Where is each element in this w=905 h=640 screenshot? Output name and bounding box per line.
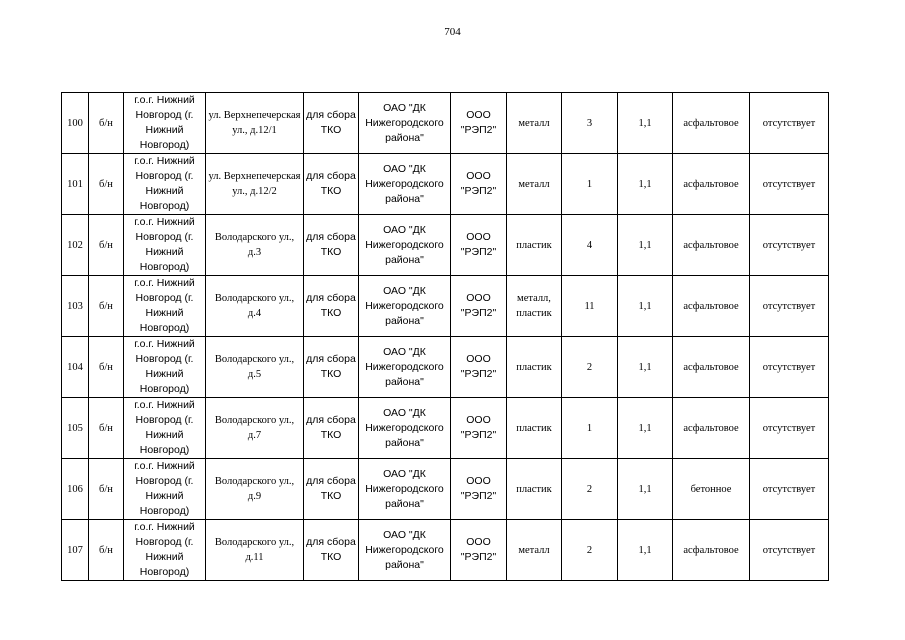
table-row (62, 337, 829, 398)
cell-container-count: 2 (562, 520, 618, 581)
cell-container-volume: 1,1 (618, 93, 673, 154)
cell-operator: ООО "РЭП2" (451, 154, 507, 215)
cell-container-volume: 1,1 (618, 459, 673, 520)
cell-operator: ООО "РЭП2" (451, 337, 507, 398)
cell-address: Володарского ул., д.7 (206, 398, 304, 459)
cell-owner: ОАО "ДК Нижегородского района" (359, 398, 451, 459)
cell-registry-id: б/н (89, 93, 124, 154)
table-row (62, 520, 829, 581)
cell-fence: отсутствует (750, 459, 829, 520)
cell-owner: ОАО "ДК Нижегородского района" (359, 215, 451, 276)
cell-container-material: пластик (507, 459, 562, 520)
cell-registry-id: б/н (89, 520, 124, 581)
cell-container-material: металл (507, 520, 562, 581)
cell-address: Володарского ул., д.4 (206, 276, 304, 337)
cell-registry-id: б/н (89, 337, 124, 398)
cell-purpose: для сбора ТКО (304, 398, 359, 459)
cell-row-number: 105 (62, 398, 89, 459)
cell-row-number: 104 (62, 337, 89, 398)
cell-locality: г.о.г. Нижний Новгород (г. Нижний Новгород) (124, 459, 206, 520)
cell-operator: ООО "РЭП2" (451, 276, 507, 337)
cell-surface-type: асфальтовое (673, 215, 750, 276)
cell-owner: ОАО "ДК Нижегородского района" (359, 93, 451, 154)
page-number: 704 (444, 26, 461, 38)
cell-container-material: пластик (507, 398, 562, 459)
cell-container-count: 4 (562, 215, 618, 276)
cell-surface-type: асфальтовое (673, 520, 750, 581)
cell-purpose: для сбора ТКО (304, 459, 359, 520)
cell-address: ул. Верхнепечерская ул., д.12/1 (206, 93, 304, 154)
cell-address: ул. Верхнепечерская ул., д.12/2 (206, 154, 304, 215)
table-row (62, 398, 829, 459)
cell-fence: отсутствует (750, 154, 829, 215)
cell-address: Володарского ул., д.3 (206, 215, 304, 276)
cell-row-number: 102 (62, 215, 89, 276)
cell-container-volume: 1,1 (618, 398, 673, 459)
cell-container-count: 2 (562, 459, 618, 520)
cell-operator: ООО "РЭП2" (451, 93, 507, 154)
cell-owner: ОАО "ДК Нижегородского района" (359, 154, 451, 215)
cell-operator: ООО "РЭП2" (451, 520, 507, 581)
cell-purpose: для сбора ТКО (304, 93, 359, 154)
cell-locality: г.о.г. Нижний Новгород (г. Нижний Новгород) (124, 93, 206, 154)
cell-locality: г.о.г. Нижний Новгород (г. Нижний Новгород) (124, 276, 206, 337)
cell-container-material: металл (507, 93, 562, 154)
cell-purpose: для сбора ТКО (304, 154, 359, 215)
cell-container-count: 1 (562, 398, 618, 459)
cell-container-volume: 1,1 (618, 276, 673, 337)
cell-locality: г.о.г. Нижний Новгород (г. Нижний Новгород) (124, 337, 206, 398)
cell-row-number: 101 (62, 154, 89, 215)
cell-address: Володарского ул., д.11 (206, 520, 304, 581)
cell-row-number: 103 (62, 276, 89, 337)
cell-locality: г.о.г. Нижний Новгород (г. Нижний Новгород) (124, 520, 206, 581)
cell-registry-id: б/н (89, 459, 124, 520)
cell-fence: отсутствует (750, 93, 829, 154)
cell-owner: ОАО "ДК Нижегородского района" (359, 459, 451, 520)
cell-owner: ОАО "ДК Нижегородского района" (359, 276, 451, 337)
cell-container-material: пластик (507, 215, 562, 276)
cell-fence: отсутствует (750, 520, 829, 581)
cell-container-count: 1 (562, 154, 618, 215)
cell-surface-type: бетонное (673, 459, 750, 520)
cell-operator: ООО "РЭП2" (451, 215, 507, 276)
cell-purpose: для сбора ТКО (304, 276, 359, 337)
table-row (62, 93, 829, 154)
cell-container-count: 3 (562, 93, 618, 154)
table-row (62, 154, 829, 215)
cell-purpose: для сбора ТКО (304, 215, 359, 276)
cell-address: Володарского ул., д.5 (206, 337, 304, 398)
cell-container-volume: 1,1 (618, 337, 673, 398)
cell-purpose: для сбора ТКО (304, 520, 359, 581)
cell-registry-id: б/н (89, 215, 124, 276)
cell-registry-id: б/н (89, 276, 124, 337)
registry-table (61, 92, 829, 581)
cell-container-material: металл (507, 154, 562, 215)
cell-operator: ООО "РЭП2" (451, 459, 507, 520)
cell-owner: ОАО "ДК Нижегородского района" (359, 520, 451, 581)
cell-locality: г.о.г. Нижний Новгород (г. Нижний Новгород) (124, 398, 206, 459)
cell-fence: отсутствует (750, 215, 829, 276)
cell-surface-type: асфальтовое (673, 276, 750, 337)
cell-address: Володарского ул., д.9 (206, 459, 304, 520)
cell-surface-type: асфальтовое (673, 93, 750, 154)
cell-row-number: 106 (62, 459, 89, 520)
cell-registry-id: б/н (89, 154, 124, 215)
cell-fence: отсутствует (750, 276, 829, 337)
cell-container-volume: 1,1 (618, 215, 673, 276)
cell-owner: ОАО "ДК Нижегородского района" (359, 337, 451, 398)
cell-container-count: 11 (562, 276, 618, 337)
cell-container-material: пластик (507, 337, 562, 398)
table-row (62, 215, 829, 276)
cell-container-volume: 1,1 (618, 154, 673, 215)
cell-row-number: 100 (62, 93, 89, 154)
cell-container-material: металл, пластик (507, 276, 562, 337)
cell-locality: г.о.г. Нижний Новгород (г. Нижний Новгород) (124, 215, 206, 276)
table-row (62, 459, 829, 520)
cell-container-count: 2 (562, 337, 618, 398)
cell-surface-type: асфальтовое (673, 337, 750, 398)
cell-container-volume: 1,1 (618, 520, 673, 581)
table-row (62, 276, 829, 337)
cell-row-number: 107 (62, 520, 89, 581)
cell-operator: ООО "РЭП2" (451, 398, 507, 459)
cell-surface-type: асфальтовое (673, 154, 750, 215)
cell-locality: г.о.г. Нижний Новгород (г. Нижний Новгород) (124, 154, 206, 215)
cell-fence: отсутствует (750, 337, 829, 398)
cell-fence: отсутствует (750, 398, 829, 459)
cell-surface-type: асфальтовое (673, 398, 750, 459)
cell-registry-id: б/н (89, 398, 124, 459)
cell-purpose: для сбора ТКО (304, 337, 359, 398)
